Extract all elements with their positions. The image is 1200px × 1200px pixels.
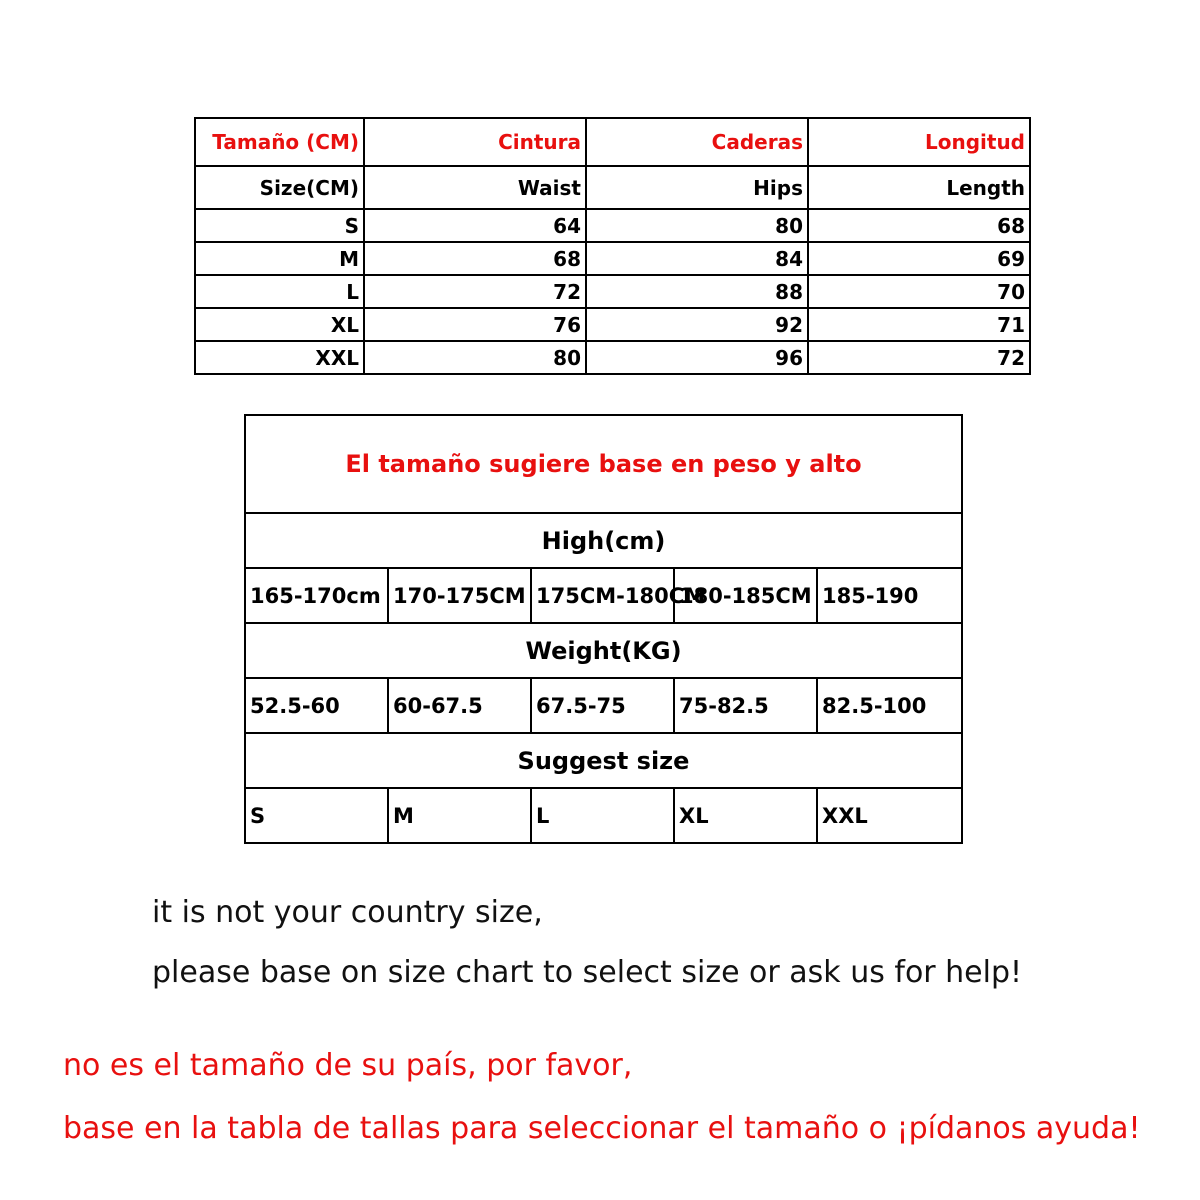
hips-cell: 80 — [586, 209, 808, 242]
weight-cell: 60-67.5 — [388, 678, 531, 733]
header-en-length: Length — [808, 166, 1030, 209]
table-row — [195, 275, 1030, 308]
suggest-size-label-row — [245, 733, 962, 788]
note-spanish-line-2: base en la tabla de tallas para seleccionar el tamaño o ¡pídanos ayuda! — [63, 1111, 1141, 1146]
waist-cell: 80 — [364, 341, 586, 374]
size-cell: S — [195, 209, 364, 242]
suggest-size-values-row — [245, 788, 962, 843]
length-cell: 68 — [808, 209, 1030, 242]
waist-cell: 72 — [364, 275, 586, 308]
suggest-size-label: Suggest size — [245, 733, 962, 788]
suggested-size-cell: M — [388, 788, 531, 843]
waist-cell: 76 — [364, 308, 586, 341]
note-spanish-line-1: no es el tamaño de su país, por favor, — [63, 1048, 633, 1083]
suggestion-title-row — [245, 415, 962, 513]
waist-cell: 64 — [364, 209, 586, 242]
weight-values-row — [245, 678, 962, 733]
suggestion-title: El tamaño sugiere base en peso y alto — [245, 415, 962, 513]
header-es-waist: Cintura — [364, 118, 586, 166]
weight-cell: 67.5-75 — [531, 678, 674, 733]
header-en-size: Size(CM) — [195, 166, 364, 209]
hips-cell: 84 — [586, 242, 808, 275]
note-english-line-2: please base on size chart to select size or ask us for help! — [152, 955, 1023, 990]
weight-label-row — [245, 623, 962, 678]
header-es-hips: Caderas — [586, 118, 808, 166]
suggested-size-cell: L — [531, 788, 674, 843]
height-cell: 165-170cm — [245, 568, 388, 623]
header-en-hips: Hips — [586, 166, 808, 209]
length-cell: 69 — [808, 242, 1030, 275]
height-values-row — [245, 568, 962, 623]
weight-cell: 82.5-100 — [817, 678, 962, 733]
suggested-size-cell: S — [245, 788, 388, 843]
length-cell: 72 — [808, 341, 1030, 374]
header-es-size: Tamaño (CM) — [195, 118, 364, 166]
header-row-english — [195, 166, 1030, 209]
table-row — [195, 341, 1030, 374]
hips-cell: 96 — [586, 341, 808, 374]
height-cell: 175CM-180CM — [531, 568, 674, 623]
weight-label: Weight(KG) — [245, 623, 962, 678]
hips-cell: 92 — [586, 308, 808, 341]
hips-cell: 88 — [586, 275, 808, 308]
size-cell: XXL — [195, 341, 364, 374]
size-suggestion-table — [244, 414, 963, 844]
weight-cell: 52.5-60 — [245, 678, 388, 733]
suggested-size-cell: XL — [674, 788, 817, 843]
waist-cell: 68 — [364, 242, 586, 275]
header-en-waist: Waist — [364, 166, 586, 209]
height-label-row — [245, 513, 962, 568]
table-row — [195, 209, 1030, 242]
height-cell: 170-175CM — [388, 568, 531, 623]
height-label: High(cm) — [245, 513, 962, 568]
weight-cell: 75-82.5 — [674, 678, 817, 733]
header-row-spanish — [195, 118, 1030, 166]
height-cell: 185-190 — [817, 568, 962, 623]
length-cell: 71 — [808, 308, 1030, 341]
size-cell: L — [195, 275, 364, 308]
note-english-line-1: it is not your country size, — [152, 895, 543, 930]
size-cell: XL — [195, 308, 364, 341]
table-row — [195, 308, 1030, 341]
length-cell: 70 — [808, 275, 1030, 308]
height-cell: 180-185CM — [674, 568, 817, 623]
size-measurement-table — [194, 117, 1031, 375]
suggested-size-cell: XXL — [817, 788, 962, 843]
header-es-length: Longitud — [808, 118, 1030, 166]
table-row — [195, 242, 1030, 275]
size-cell: M — [195, 242, 364, 275]
